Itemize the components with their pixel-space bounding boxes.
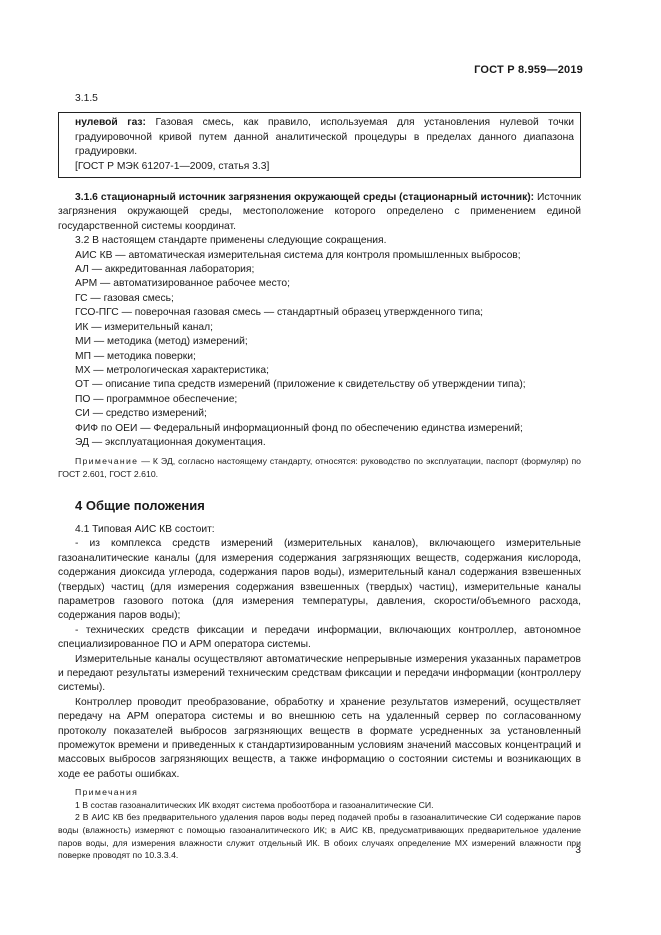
- list-item: СИ — средство измерений;: [75, 408, 207, 420]
- page-content: [58, 92, 581, 862]
- note-label: Примечание: [75, 456, 139, 467]
- list-item: ГСО-ПГС — поверочная газовая смесь — стандартный образец утвержденного типа;: [75, 307, 484, 319]
- note-text: — К ЭД, согласно настоящему стандарту, относятся: руководство по эксплуатации, паспорт (формуляр) по ГОСТ 2.601, ГОСТ 2.610.: [58, 456, 581, 479]
- term-number: 3.1.5: [75, 93, 98, 104]
- list-item: АРМ — автоматизированное рабочее место;: [75, 278, 290, 290]
- note-2: 2 В АИС КВ без предварительного удаления паров воды перед подачей пробы в газоаналитические СИ содержание паров воды (влажность) измеряют с помощью газоаналитического ИК; в АИС КВ, предусматривающих предварительное удаление паров воды, для измерения влажности служит отдельный ИК. В обоих случаях определение МХ измерений влажности при поверке проводят по 10.3.3.4.: [58, 812, 581, 861]
- term-definition: [75, 116, 574, 159]
- term-316-definition: Источник загрязнения окружающей среды, местоположение которого определено с применением единой государственной системы координат.: [58, 192, 581, 232]
- list-item: ФИФ по ОЕИ — Федеральный информационный фонд по обеспечению единства измерений;: [75, 422, 523, 434]
- term-name: нулевой газ:: [75, 117, 146, 129]
- list-item: ГС — газовая смесь;: [75, 292, 174, 304]
- paragraph-4-1-item-1: - из комплекса средств измерений (измерительных каналов), включающего измерительные газоаналитические каналы (для измерения содержания загрязняющих веществ, содержания кислорода, содержания диоксида углерода, содержания паров воды), измерительный канал содержания взвешенных (твердых) частиц (для измерения содержания взвешенных (твердых) частиц), измерительные каналы параметров газового потока (для измерения температуры, давления, скорости/объемного расхода, содержания паров воды);: [58, 538, 581, 622]
- term-reference: [ГОСТ Р МЭК 61207-1—2009, статья 3.3]: [75, 160, 270, 172]
- list-item: ПО — программное обеспечение;: [75, 393, 238, 405]
- list-item: ИК — измерительный канал;: [75, 321, 213, 333]
- note-1: 1 В состав газоаналитических ИК входят система пробоотбора и газоаналитические СИ.: [75, 799, 434, 810]
- list-item: МИ — методика (метод) измерений;: [75, 336, 248, 348]
- abbreviations-list: [58, 249, 581, 451]
- notes-label: Примечания: [75, 787, 139, 798]
- list-item: ОТ — описание типа средств измерений (приложение к свидетельству об утверждении типа);: [75, 379, 526, 391]
- note-abbreviations: [58, 455, 581, 480]
- notes-block: [58, 786, 581, 862]
- term-316: [58, 191, 581, 234]
- list-item: АЛ — аккредитованная лаборатория;: [75, 264, 255, 276]
- section-heading: 4 Общие положения: [75, 497, 205, 513]
- list-item: ЭД — эксплуатационная документация.: [75, 436, 266, 448]
- paragraph-controller: Контроллер проводит преобразование, обработку и хранение результатов измерений, осуществляет передачу на АРМ оператора системы и во внешнюю сеть на удаленный сервер по согласованному протоколу показателей выбросов загрязняющих веществ в формате усредненных за установленный промежуток времени и приведенных к стандартизированным условиям значений массовых концентраций и массовых выбросов загрязняющих веществ, а также информацию о состоянии системы и возникающих в ходе ее работы ошибках.: [58, 696, 581, 780]
- list-item: МП — методика поверки;: [75, 350, 196, 362]
- paragraph-channels: Измерительные каналы осуществляют автоматические непрерывные измерения указанных параметров и передают результаты измерений техническим средствам фиксации и передачи информации (контроллеру системы).: [58, 653, 581, 694]
- term-definition-box: [58, 112, 581, 178]
- term-definition-text: Газовая смесь, как правило, используемая для установления нулевой точки градуировочной кривой путем данной аналитической процедуры в пределах данного диапазона градуировки.: [75, 117, 574, 158]
- list-item: МХ — метрологическая характеристика;: [75, 364, 269, 376]
- paragraph-4-1-item-2: - технических средств фиксации и передачи информации, включающих контроллер, автономное специализированное ПО и АРМ оператора системы.: [58, 624, 581, 651]
- paragraph-4-1: 4.1 Типовая АИС КВ состоит:: [75, 523, 215, 535]
- standard-header: ГОСТ Р 8.959—2019: [474, 64, 583, 76]
- list-item: АИС КВ — автоматическая измерительная система для контроля промышленных выбросов;: [75, 249, 521, 261]
- page-number: 3: [575, 845, 581, 856]
- term-316-name: 3.1.6 стационарный источник загрязнения окружающей среды (стационарный источник):: [75, 192, 535, 204]
- abbreviations-intro: 3.2 В настоящем стандарте применены следующие сокращения.: [75, 235, 387, 247]
